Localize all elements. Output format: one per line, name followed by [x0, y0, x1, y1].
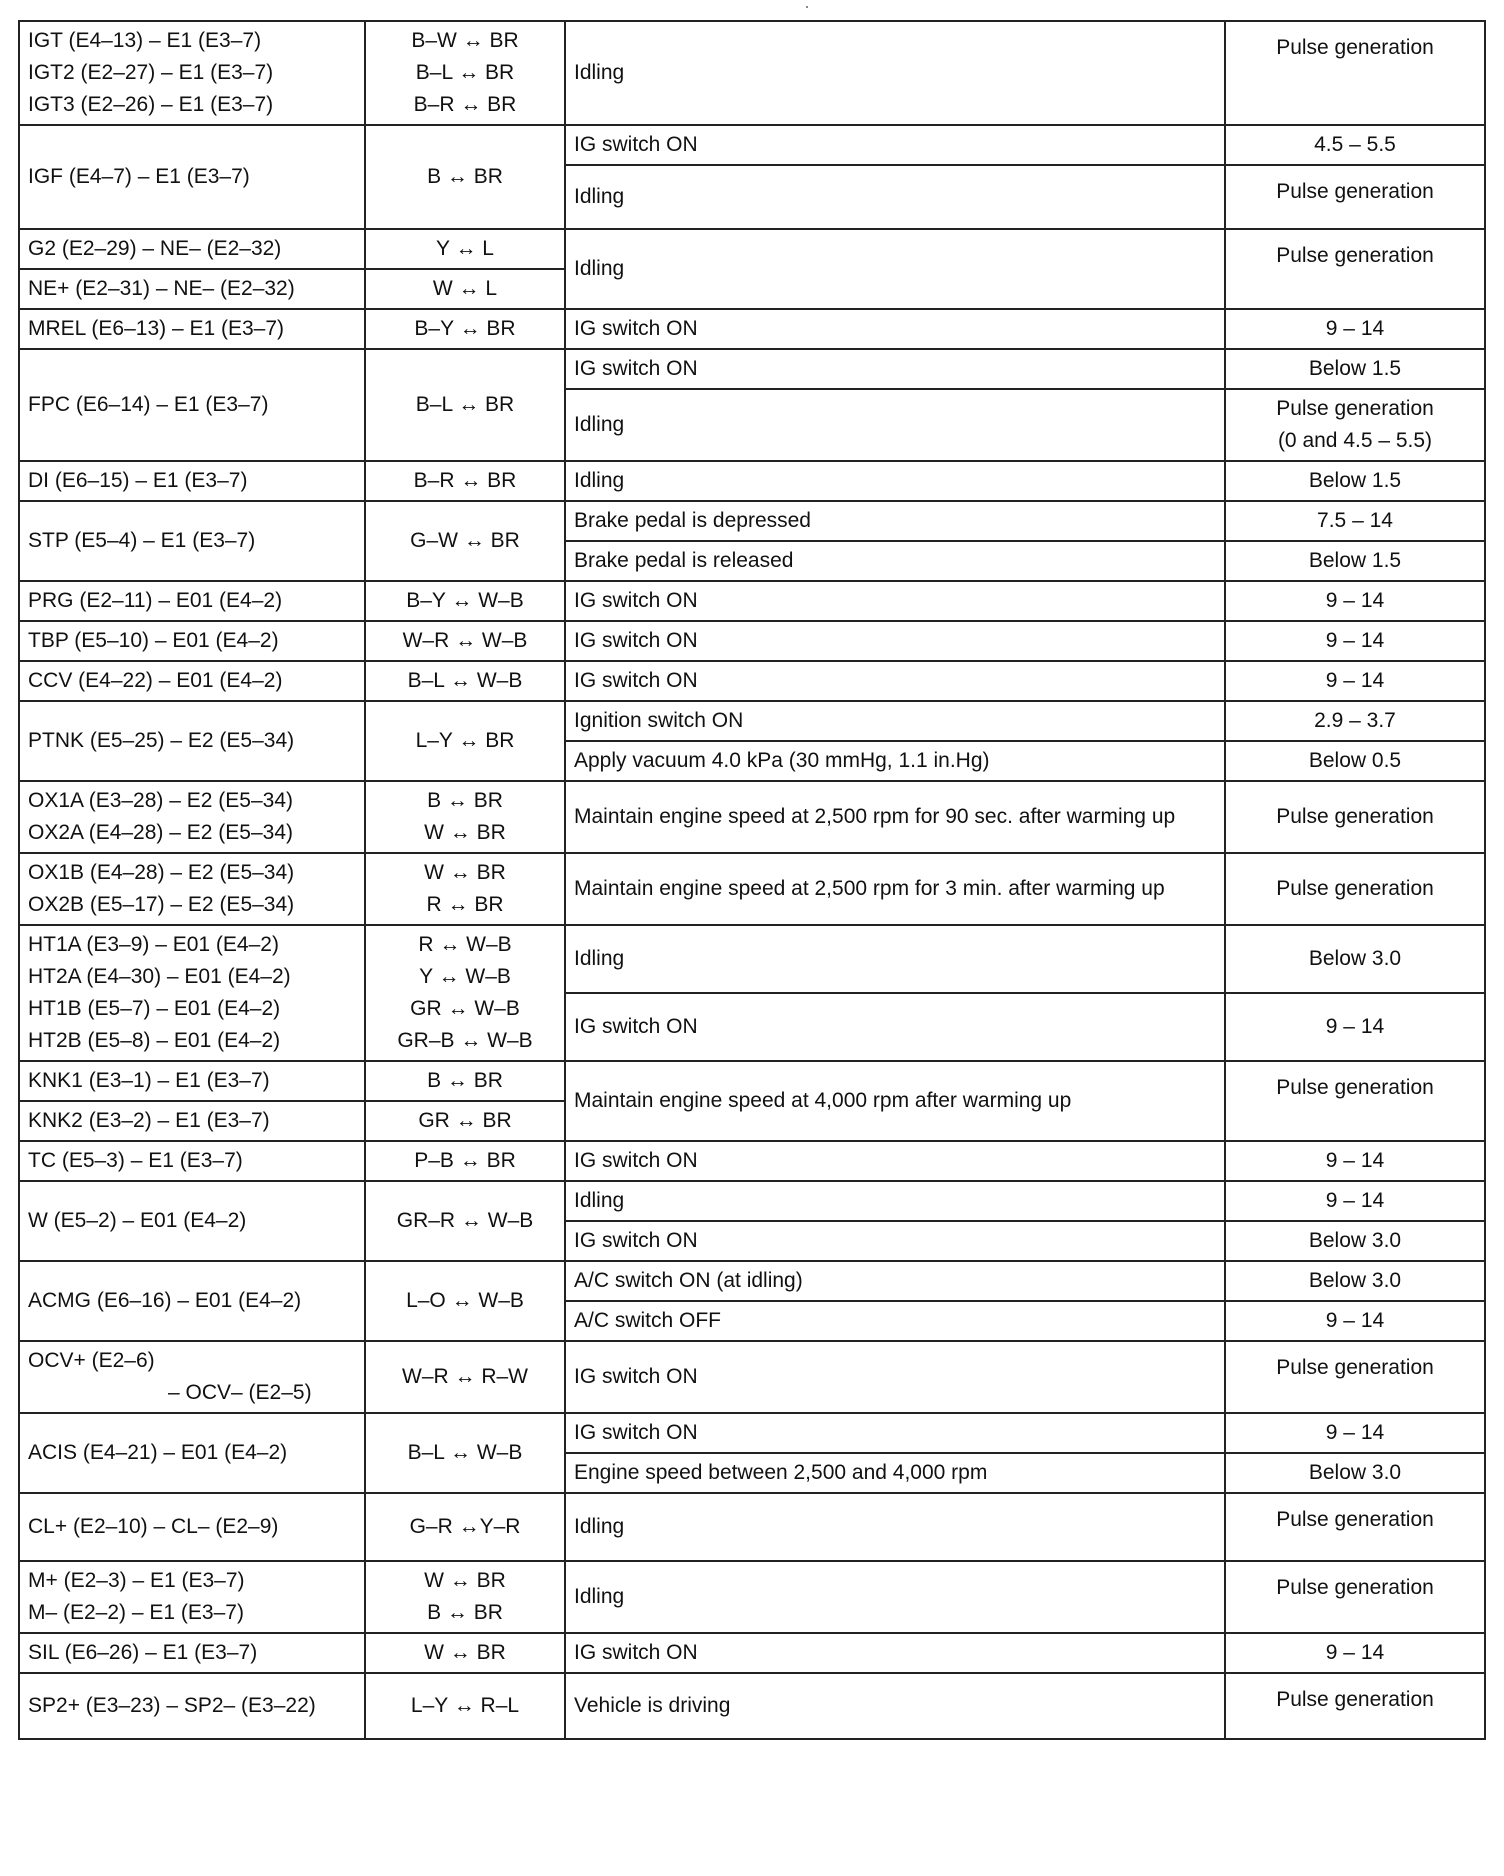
- spec-cell: Below 3.0: [1225, 1221, 1485, 1261]
- wiring-color-cell: B–Y ↔ BR: [365, 309, 565, 349]
- condition-cell: IG switch ON: [565, 1341, 1225, 1413]
- condition-cell: Idling: [565, 165, 1225, 229]
- terminal-cell: TC (E5–3) – E1 (E3–7): [19, 1141, 365, 1181]
- spec-cell: Pulse generation: [1225, 21, 1485, 125]
- table-row: [19, 1141, 1485, 1181]
- table-row: [19, 781, 1485, 853]
- wiring-color-cell: W ↔ BR: [365, 1633, 565, 1673]
- terminal-cell: DI (E6–15) – E1 (E3–7): [19, 461, 365, 501]
- spec-cell: 9 – 14: [1225, 661, 1485, 701]
- terminal-cell: KNK2 (E3–2) – E1 (E3–7): [19, 1101, 365, 1141]
- condition-cell: Idling: [565, 1181, 1225, 1221]
- terminal-cell: CCV (E4–22) – E01 (E4–2): [19, 661, 365, 701]
- wiring-color-cell: B–Y ↔ W–B: [365, 581, 565, 621]
- spec-cell: Below 3.0: [1225, 1453, 1485, 1493]
- table-row: [19, 1493, 1485, 1561]
- table-row: [19, 853, 1485, 925]
- table-row: [19, 349, 1485, 389]
- spec-cell: Below 1.5: [1225, 461, 1485, 501]
- table-row: [19, 21, 1485, 125]
- terminal-cell: OCV+ (E2–6) – OCV– (E2–5): [19, 1341, 365, 1413]
- table-row: [19, 581, 1485, 621]
- condition-cell: Brake pedal is depressed: [565, 501, 1225, 541]
- wiring-color-cell: B–L ↔ W–B: [365, 661, 565, 701]
- table-row: [19, 1561, 1485, 1633]
- terminal-cell: TBP (E5–10) – E01 (E4–2): [19, 621, 365, 661]
- table-row: [19, 1341, 1485, 1413]
- condition-cell: Idling: [565, 229, 1225, 309]
- spec-cell: Below 1.5: [1225, 349, 1485, 389]
- scan-speck: [806, 6, 808, 8]
- terminal-cell: IGT (E4–13) – E1 (E3–7) IGT2 (E2–27) – E1 (E3–7) IGT3 (E2–26) – E1 (E3–7): [19, 21, 365, 125]
- condition-cell: Ignition switch ON: [565, 701, 1225, 741]
- condition-cell: Engine speed between 2,500 and 4,000 rpm: [565, 1453, 1225, 1493]
- table-row: [19, 229, 1485, 269]
- condition-cell: Maintain engine speed at 2,500 rpm for 90 sec. after warming up: [565, 781, 1225, 853]
- terminal-cell: ACMG (E6–16) – E01 (E4–2): [19, 1261, 365, 1341]
- wiring-color-cell: B–W ↔ BR B–L ↔ BR B–R ↔ BR: [365, 21, 565, 125]
- wiring-color-cell: P–B ↔ BR: [365, 1141, 565, 1181]
- terminal-cell: OX1B (E4–28) – E2 (E5–34) OX2B (E5–17) – E2 (E5–34): [19, 853, 365, 925]
- spec-cell: 9 – 14: [1225, 621, 1485, 661]
- table-row: [19, 1673, 1485, 1739]
- wiring-color-cell: R ↔ W–B Y ↔ W–B GR ↔ W–B GR–B ↔ W–B: [365, 925, 565, 1061]
- terminal-cell: SIL (E6–26) – E1 (E3–7): [19, 1633, 365, 1673]
- spec-cell: 2.9 – 3.7: [1225, 701, 1485, 741]
- terminal-cell: W (E5–2) – E01 (E4–2): [19, 1181, 365, 1261]
- wiring-color-cell: L–Y ↔ R–L: [365, 1673, 565, 1739]
- spec-cell: 9 – 14: [1225, 1413, 1485, 1453]
- condition-cell: IG switch ON: [565, 125, 1225, 165]
- table-row: [19, 501, 1485, 541]
- spec-cell: Pulse generation: [1225, 853, 1485, 925]
- condition-cell: A/C switch OFF: [565, 1301, 1225, 1341]
- table-row: [19, 461, 1485, 501]
- wiring-color-cell: L–Y ↔ BR: [365, 701, 565, 781]
- condition-cell: Maintain engine speed at 4,000 rpm after warming up: [565, 1061, 1225, 1141]
- table-row: [19, 1061, 1485, 1101]
- condition-cell: IG switch ON: [565, 621, 1225, 661]
- table-row: [19, 1261, 1485, 1301]
- terminal-cell: PRG (E2–11) – E01 (E4–2): [19, 581, 365, 621]
- table-row: [19, 701, 1485, 741]
- terminal-cell: G2 (E2–29) – NE– (E2–32): [19, 229, 365, 269]
- table-row: [19, 1181, 1485, 1221]
- terminal-cell: SP2+ (E3–23) – SP2– (E3–22): [19, 1673, 365, 1739]
- terminal-cell: NE+ (E2–31) – NE– (E2–32): [19, 269, 365, 309]
- condition-cell: IG switch ON: [565, 349, 1225, 389]
- condition-cell: Apply vacuum 4.0 kPa (30 mmHg, 1.1 in.Hg): [565, 741, 1225, 781]
- terminal-cell: HT1A (E3–9) – E01 (E4–2) HT2A (E4–30) – E01 (E4–2) HT1B (E5–7) – E01 (E4–2) HT2B (E5–8) – E01 (E4–2): [19, 925, 365, 1061]
- wiring-color-cell: G–W ↔ BR: [365, 501, 565, 581]
- condition-cell: IG switch ON: [565, 1141, 1225, 1181]
- condition-cell: IG switch ON: [565, 1413, 1225, 1453]
- terminal-cell: ACIS (E4–21) – E01 (E4–2): [19, 1413, 365, 1493]
- wiring-color-cell: B ↔ BR: [365, 125, 565, 229]
- wiring-color-cell: L–O ↔ W–B: [365, 1261, 565, 1341]
- terminal-cell: FPC (E6–14) – E1 (E3–7): [19, 349, 365, 461]
- terminal-cell: MREL (E6–13) – E1 (E3–7): [19, 309, 365, 349]
- spec-cell: Pulse generation (0 and 4.5 – 5.5): [1225, 389, 1485, 461]
- spec-cell: 9 – 14: [1225, 993, 1485, 1061]
- condition-cell: Vehicle is driving: [565, 1673, 1225, 1739]
- table-row: [19, 1413, 1485, 1453]
- spec-cell: Below 3.0: [1225, 925, 1485, 993]
- table-row: [19, 125, 1485, 165]
- condition-cell: Idling: [565, 925, 1225, 993]
- terminal-cell: CL+ (E2–10) – CL– (E2–9): [19, 1493, 365, 1561]
- wiring-color-cell: B–L ↔ W–B: [365, 1413, 565, 1493]
- condition-cell: IG switch ON: [565, 993, 1225, 1061]
- terminal-cell: PTNK (E5–25) – E2 (E5–34): [19, 701, 365, 781]
- spec-cell: 9 – 14: [1225, 1141, 1485, 1181]
- table-row: [19, 1633, 1485, 1673]
- wiring-color-cell: B ↔ BR W ↔ BR: [365, 781, 565, 853]
- spec-cell: 9 – 14: [1225, 1301, 1485, 1341]
- terminal-cell: M+ (E2–3) – E1 (E3–7) M– (E2–2) – E1 (E3–7): [19, 1561, 365, 1633]
- table-row: [19, 925, 1485, 993]
- condition-cell: Maintain engine speed at 2,500 rpm for 3 min. after warming up: [565, 853, 1225, 925]
- wiring-color-cell: Y ↔ L: [365, 229, 565, 269]
- wiring-color-cell: GR ↔ BR: [365, 1101, 565, 1141]
- condition-cell: IG switch ON: [565, 309, 1225, 349]
- condition-cell: IG switch ON: [565, 581, 1225, 621]
- condition-cell: Idling: [565, 461, 1225, 501]
- wiring-color-cell: B–L ↔ BR: [365, 349, 565, 461]
- table-row: [19, 309, 1485, 349]
- condition-cell: IG switch ON: [565, 1633, 1225, 1673]
- ecu-terminal-voltage-table: [18, 20, 1486, 1740]
- wiring-color-cell: W ↔ BR B ↔ BR: [365, 1561, 565, 1633]
- spec-cell: Pulse generation: [1225, 165, 1485, 229]
- spec-cell: Pulse generation: [1225, 1561, 1485, 1633]
- condition-cell: A/C switch ON (at idling): [565, 1261, 1225, 1301]
- condition-cell: Idling: [565, 1561, 1225, 1633]
- wiring-color-cell: B ↔ BR: [365, 1061, 565, 1101]
- wiring-color-cell: W ↔ L: [365, 269, 565, 309]
- wiring-color-cell: W ↔ BR R ↔ BR: [365, 853, 565, 925]
- terminal-cell: OX1A (E3–28) – E2 (E5–34) OX2A (E4–28) – E2 (E5–34): [19, 781, 365, 853]
- spec-cell: 9 – 14: [1225, 309, 1485, 349]
- spec-cell: 9 – 14: [1225, 1633, 1485, 1673]
- spec-cell: Pulse generation: [1225, 1061, 1485, 1141]
- condition-cell: Idling: [565, 21, 1225, 125]
- wiring-color-cell: B–R ↔ BR: [365, 461, 565, 501]
- wiring-color-cell: W–R ↔ W–B: [365, 621, 565, 661]
- spec-cell: Pulse generation: [1225, 229, 1485, 309]
- spec-cell: Pulse generation: [1225, 781, 1485, 853]
- spec-cell: 4.5 – 5.5: [1225, 125, 1485, 165]
- wiring-color-cell: W–R ↔ R–W: [365, 1341, 565, 1413]
- terminal-cell: IGF (E4–7) – E1 (E3–7): [19, 125, 365, 229]
- table-row: [19, 621, 1485, 661]
- wiring-color-cell: G–R ↔Y–R: [365, 1493, 565, 1561]
- condition-cell: IG switch ON: [565, 1221, 1225, 1261]
- spec-cell: 9 – 14: [1225, 581, 1485, 621]
- spec-cell: Pulse generation: [1225, 1673, 1485, 1739]
- spec-cell: Below 3.0: [1225, 1261, 1485, 1301]
- spec-cell: Pulse generation: [1225, 1341, 1485, 1413]
- condition-cell: Brake pedal is released: [565, 541, 1225, 581]
- spec-cell: 9 – 14: [1225, 1181, 1485, 1221]
- table-row: [19, 661, 1485, 701]
- condition-cell: Idling: [565, 389, 1225, 461]
- spec-cell: Below 1.5: [1225, 541, 1485, 581]
- wiring-color-cell: GR–R ↔ W–B: [365, 1181, 565, 1261]
- spec-cell: 7.5 – 14: [1225, 501, 1485, 541]
- terminal-cell: STP (E5–4) – E1 (E3–7): [19, 501, 365, 581]
- spec-cell: Below 0.5: [1225, 741, 1485, 781]
- spec-cell: Pulse generation: [1225, 1493, 1485, 1561]
- terminal-cell: KNK1 (E3–1) – E1 (E3–7): [19, 1061, 365, 1101]
- condition-cell: IG switch ON: [565, 661, 1225, 701]
- condition-cell: Idling: [565, 1493, 1225, 1561]
